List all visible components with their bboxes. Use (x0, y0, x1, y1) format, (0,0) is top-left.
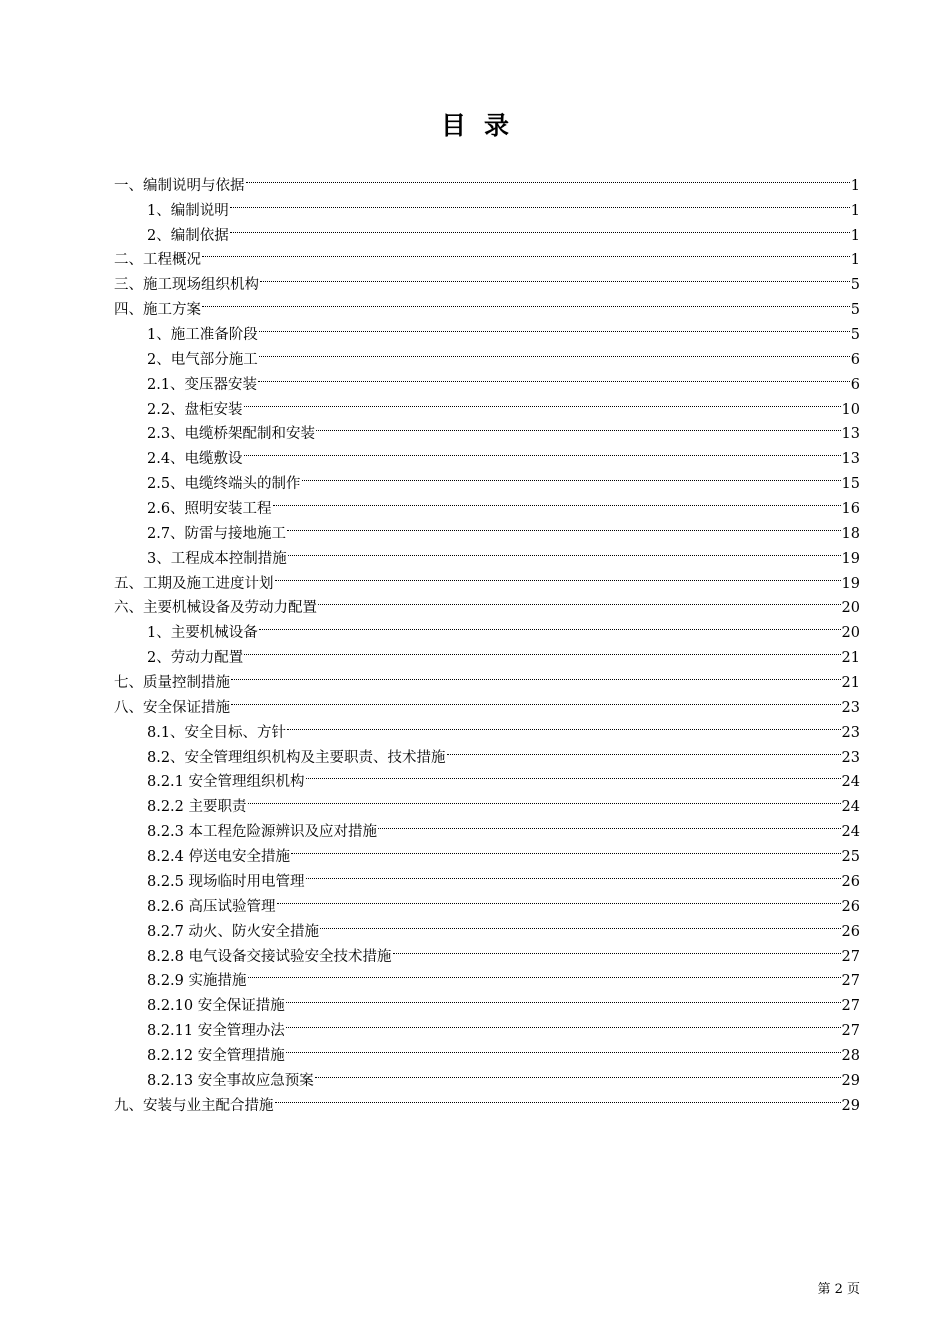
toc-entry[interactable] (114, 289, 860, 319)
toc-entry-title: 2.1、变压器安装 (147, 376, 258, 393)
toc-dot-leader (258, 364, 850, 389)
toc-dot-leader (244, 438, 841, 463)
toc-dot-leader (244, 389, 841, 414)
toc-dot-leader (286, 1035, 841, 1060)
toc-dot-leader (244, 637, 840, 662)
toc-entry-page: 5 (850, 277, 860, 294)
toc-entry-title: 2.2、盘柜安装 (147, 401, 243, 418)
toc-dot-leader (248, 786, 841, 811)
toc-entry-title: 九、安装与业主配合措施 (114, 1097, 274, 1114)
toc-entry-page: 24 (841, 824, 860, 841)
toc-entry-page: 28 (841, 1047, 860, 1064)
toc-dot-leader (246, 165, 850, 190)
toc-entry-title: 8.2.1 安全管理组织机构 (147, 774, 305, 791)
toc-entry-title: 8.2.5 现场临时用电管理 (147, 873, 305, 890)
toc-entry-title: 8.2.8 电气设备交接试验安全技术措施 (147, 948, 392, 965)
toc-entry-page: 1 (850, 227, 860, 244)
toc-entry-title: 七、质量控制措施 (114, 675, 230, 692)
toc-entry-page: 1 (850, 252, 860, 269)
toc-entry-page: 24 (841, 799, 860, 816)
toc-dot-leader (320, 911, 841, 936)
toc-entry-title: 2.6、照明安装工程 (147, 501, 272, 518)
toc-entry-title: 8.2.10 安全保证措施 (147, 998, 285, 1015)
toc-entry-page: 20 (841, 600, 860, 617)
toc-dot-leader (306, 861, 841, 886)
toc-entry-title: 8.2.12 安全管理措施 (147, 1047, 285, 1064)
toc-dot-leader (202, 289, 850, 314)
toc-entry-title: 1、施工准备阶段 (147, 327, 258, 344)
toc-entry-title: 2、编制依据 (147, 227, 229, 244)
toc-entry[interactable] (114, 240, 860, 269)
toc-dot-leader (286, 1010, 841, 1035)
toc-dot-leader (231, 687, 841, 712)
toc-entry-title: 2、电气部分施工 (147, 351, 258, 368)
toc-entry-page: 23 (841, 699, 860, 716)
toc-entry-page: 21 (841, 650, 860, 667)
toc-entry-title: 8.2.7 动火、防火安全措施 (147, 923, 320, 940)
toc-dot-leader (315, 1060, 841, 1085)
toc-entry-page: 1 (850, 202, 860, 219)
toc-entry[interactable] (114, 165, 860, 194)
toc-entry-title: 8.2.13 安全事故应急预案 (147, 1072, 314, 1089)
toc-dot-leader (378, 811, 841, 836)
toc-entry-page: 19 (841, 575, 860, 592)
toc-entry-title: 8.2.3 本工程危险源辨识及应对措施 (147, 824, 378, 841)
toc-dot-leader (230, 215, 850, 240)
page-title: 目录 (440, 111, 527, 140)
toc-dot-leader (393, 936, 841, 961)
toc-entry-title: 八、安全保证措施 (114, 699, 230, 716)
toc-entry[interactable] (114, 314, 860, 344)
toc-dot-leader (277, 886, 841, 911)
toc-entry-title: 2.5、电缆终端头的制作 (147, 476, 301, 493)
toc-entry-page: 23 (841, 749, 860, 766)
toc-entry-page: 10 (841, 401, 860, 418)
toc-entry-title: 8.2.9 实施措施 (147, 973, 247, 990)
toc-entry-page: 6 (850, 376, 860, 393)
toc-entry-title: 8.1、安全目标、方针 (147, 724, 287, 741)
toc-entry-title: 六、主要机械设备及劳动力配置 (114, 600, 317, 617)
toc-entry-page: 5 (850, 327, 860, 344)
toc-dot-leader (302, 463, 841, 488)
toc-entry-title: 8.2.2 主要职责 (147, 799, 247, 816)
toc-dot-leader (231, 662, 841, 687)
toc-entry-title: 二、工程概况 (114, 252, 201, 269)
toc-entry-page: 26 (841, 898, 860, 915)
toc-entry-page: 1 (850, 177, 860, 194)
toc-entry-page: 25 (841, 849, 860, 866)
toc-entry-title: 2.4、电缆敷设 (147, 451, 243, 468)
toc-dot-leader (275, 563, 841, 588)
toc-entry-title: 8.2.11 安全管理办法 (147, 1023, 285, 1040)
toc-entry-page: 13 (841, 451, 860, 468)
toc-dot-leader (316, 414, 840, 439)
toc-entry-page: 27 (841, 948, 860, 965)
toc-dot-leader (259, 339, 850, 364)
toc-entry-title: 3、工程成本控制措施 (147, 550, 287, 567)
toc-entry[interactable] (114, 264, 860, 294)
toc-entry-page: 27 (841, 1023, 860, 1040)
toc-entry-page: 24 (841, 774, 860, 791)
toc-entry-title: 8.2、安全管理组织机构及主要职责、技术措施 (147, 749, 446, 766)
toc-entry-title: 8.2.4 停送电安全措施 (147, 849, 291, 866)
toc-dot-leader (260, 264, 850, 289)
toc-entry-page: 21 (841, 675, 860, 692)
toc-entry-page: 19 (841, 550, 860, 567)
toc-entry-page: 6 (850, 351, 860, 368)
toc-dot-leader (306, 762, 841, 787)
toc-dot-leader (273, 488, 841, 513)
toc-dot-leader (288, 538, 841, 563)
toc-dot-leader (286, 985, 841, 1010)
toc-dot-leader (275, 1085, 841, 1110)
toc-dot-leader (259, 314, 850, 339)
toc-entry-page: 13 (841, 426, 860, 443)
toc-entry-title: 1、主要机械设备 (147, 625, 258, 642)
toc-entry-title: 一、编制说明与依据 (114, 177, 245, 194)
toc-entry-page: 18 (841, 525, 860, 542)
toc-dot-leader (287, 712, 840, 737)
toc-entry-title: 四、施工方案 (114, 302, 201, 319)
toc-entry-page: 23 (841, 724, 860, 741)
toc-entry-page: 26 (841, 873, 860, 890)
page-number-footer: 第 2 页 (817, 1282, 860, 1297)
toc-entry-page: 29 (841, 1072, 860, 1089)
toc-entry-page: 5 (850, 302, 860, 319)
toc-dot-leader (202, 240, 850, 265)
toc-entry-title: 2.7、防雷与接地施工 (147, 525, 287, 542)
toc-entry-page: 16 (841, 501, 860, 518)
toc-dot-leader (318, 588, 841, 613)
toc-entry-page: 27 (841, 998, 860, 1015)
toc-dot-leader (291, 836, 841, 861)
toc-entry-page: 15 (841, 476, 860, 493)
toc-entry-title: 8.2.6 高压试验管理 (147, 898, 276, 915)
toc-entry-title: 五、工期及施工进度计划 (114, 575, 274, 592)
toc-dot-leader (287, 513, 840, 538)
toc-dot-leader (248, 961, 841, 986)
toc-entry-page: 20 (841, 625, 860, 642)
toc-entry-page: 26 (841, 923, 860, 940)
toc-entry-title: 1、编制说明 (147, 202, 229, 219)
toc-entry-page: 27 (841, 973, 860, 990)
toc-dot-leader (447, 737, 841, 762)
toc-entry-page: 29 (841, 1097, 860, 1114)
toc-dot-leader (259, 612, 841, 637)
toc-entry-title: 2、劳动力配置 (147, 650, 244, 667)
table-of-contents (114, 165, 860, 1114)
toc-dot-leader (230, 190, 850, 215)
toc-entry-title: 2.3、电缆桥架配制和安装 (147, 426, 316, 443)
toc-entry-title: 三、施工现场组织机构 (114, 277, 259, 294)
